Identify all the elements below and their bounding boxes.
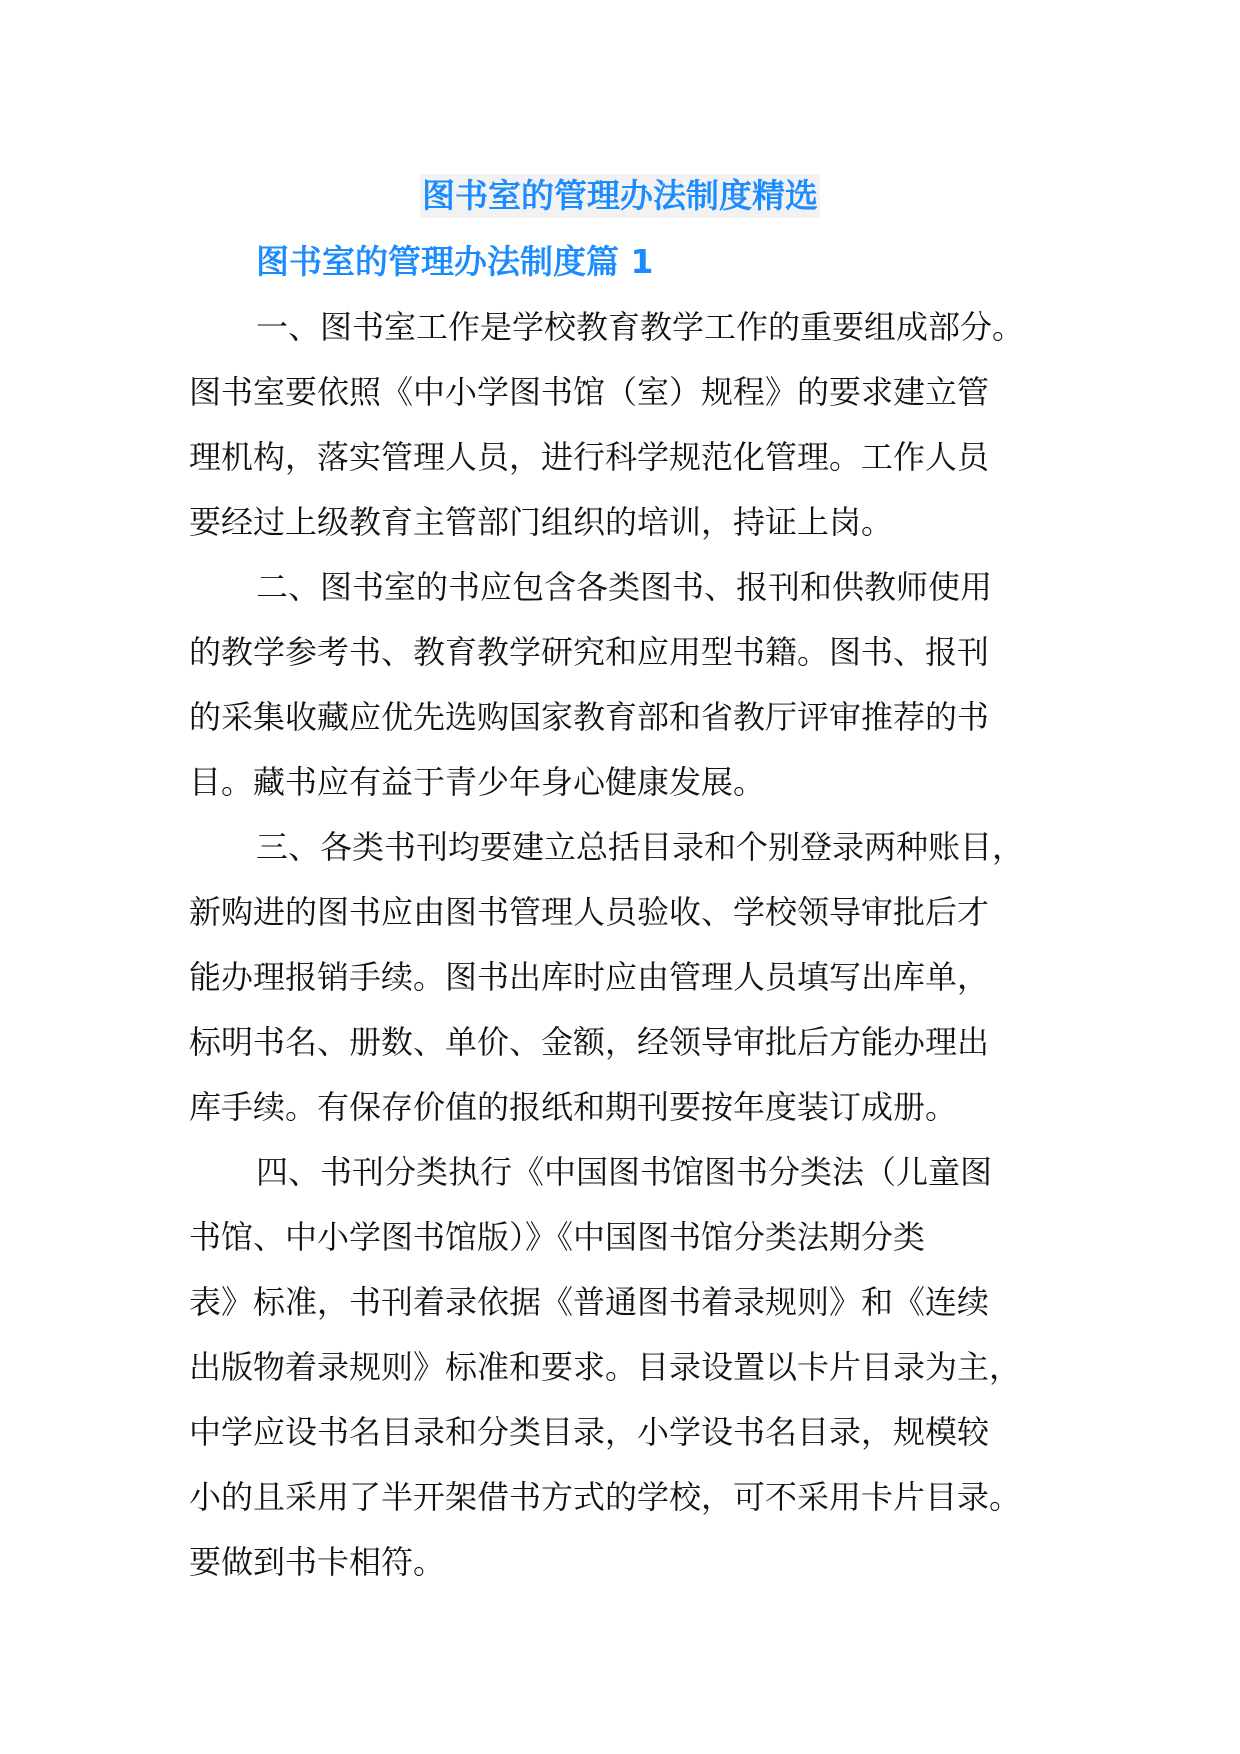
- text-line: 能办理报销手续。图书出库时应由管理人员填写出库单，: [189, 958, 990, 996]
- title-container: [0, 174, 1240, 218]
- text-line: 中学应设书名目录和分类目录，小学设书名目录，规模较: [189, 1413, 990, 1451]
- text-line: 二、图书室的书应包含各类图书、报刊和供教师使用: [256, 568, 993, 606]
- text-line: 的教学参考书、教育教学研究和应用型书籍。图书、报刊: [189, 633, 990, 671]
- text-line: 小的且采用了半开架借书方式的学校，可不采用卡片目录。: [189, 1478, 1022, 1516]
- text-line: 标明书名、册数、单价、金额，经领导审批后方能办理出: [189, 1023, 990, 1061]
- paragraph: [189, 555, 1069, 815]
- text-line: 要经过上级教育主管部门组织的培训，持证上岗。: [189, 503, 894, 541]
- text-line: 四、书刊分类执行《中国图书馆图书分类法（儿童图: [256, 1153, 993, 1191]
- text-line: 表》标准，书刊着录依据《普通图书着录规则》和《连续: [189, 1283, 990, 1321]
- text-line: 三、各类书刊均要建立总括目录和个别登录两种账目，: [256, 828, 1025, 866]
- text-line: 目。藏书应有益于青少年身心健康发展。: [189, 763, 766, 801]
- text-line: 一、图书室工作是学校教育教学工作的重要组成部分。: [256, 308, 1025, 346]
- text-line: 要做到书卡相符。: [189, 1543, 446, 1581]
- text-line: 的采集收藏应优先选购国家教育部和省教厅评审推荐的书: [189, 698, 990, 736]
- paragraph: [189, 1140, 1069, 1595]
- document-title: 图书室的管理办法制度精选: [420, 174, 820, 218]
- text-line: 图书室要依照《中小学图书馆（室）规程》的要求建立管: [189, 373, 990, 411]
- text-line: 新购进的图书应由图书管理人员验收、学校领导审批后才: [189, 893, 990, 931]
- paragraph: [189, 295, 1069, 555]
- text-line: 库手续。有保存价值的报纸和期刊要按年度装订成册。: [189, 1088, 958, 1126]
- text-line: 出版物着录规则》标准和要求。目录设置以卡片目录为主，: [189, 1348, 1022, 1386]
- document-body: [189, 295, 1069, 1595]
- text-line: 理机构，落实管理人员，进行科学规范化管理。工作人员: [189, 438, 990, 476]
- text-line: 书馆、中小学图书馆版）》《中国图书馆分类法期分类: [189, 1218, 926, 1256]
- section-heading: 图书室的管理办法制度篇 1: [256, 242, 654, 281]
- paragraph: [189, 815, 1069, 1140]
